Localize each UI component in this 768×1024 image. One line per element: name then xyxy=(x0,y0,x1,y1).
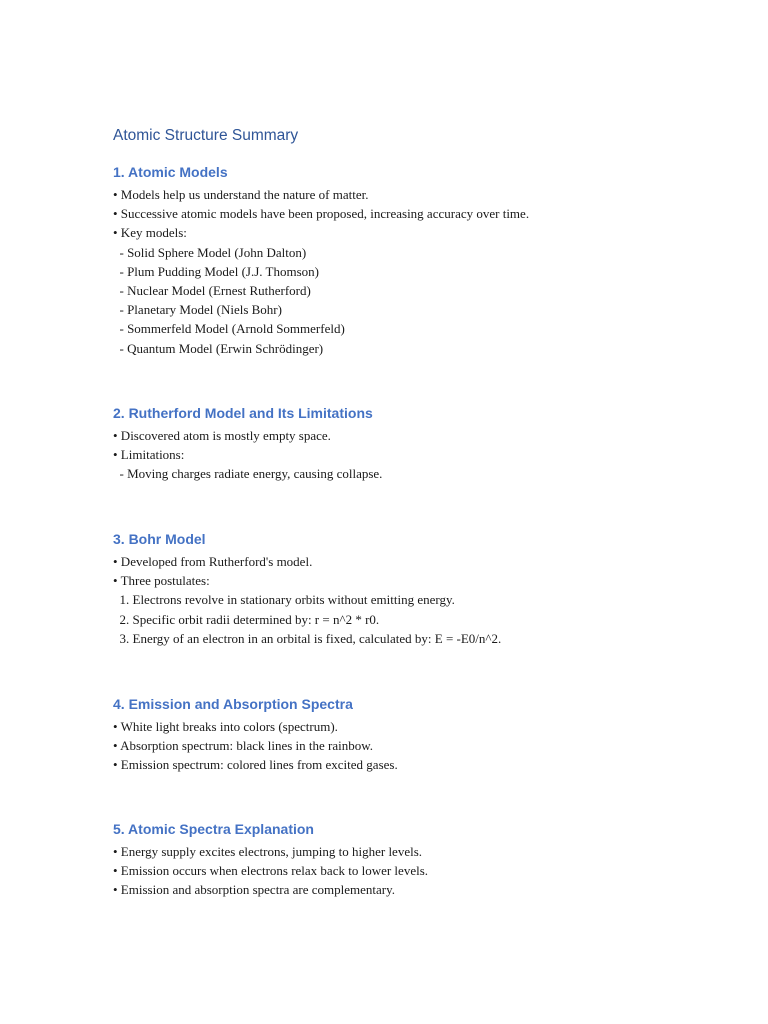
text-line: - Sommerfeld Model (Arnold Sommerfeld) xyxy=(113,321,345,337)
text-line: • Three postulates: xyxy=(113,573,210,589)
section-heading: 3. Bohr Model xyxy=(113,531,206,547)
section-lines xyxy=(113,185,713,358)
text-line: • Emission and absorption spectra are complementary. xyxy=(113,882,396,898)
section-1 xyxy=(113,163,713,358)
text-line: • Energy supply excites electrons, jumping to higher levels. xyxy=(113,844,423,859)
section-3 xyxy=(113,530,713,648)
section-2 xyxy=(113,404,713,484)
text-line: - Planetary Model (Niels Bohr) xyxy=(113,302,282,318)
text-line: - Quantum Model (Erwin Schrödinger) xyxy=(113,340,324,356)
section-heading: 5. Atomic Spectra Explanation xyxy=(113,821,314,837)
text-line: • Key models: xyxy=(113,225,187,241)
section-lines xyxy=(113,717,713,775)
text-line: 3. Energy of an electron in an orbital is fixed, calculated by: E = -E0/n^2. xyxy=(113,630,502,646)
text-line: - Solid Sphere Model (John Dalton) xyxy=(113,244,307,260)
text-line: • Emission occurs when electrons relax back to lower levels. xyxy=(113,863,429,879)
section-4 xyxy=(113,695,713,775)
text-line: - Nuclear Model (Ernest Rutherford) xyxy=(113,282,311,298)
text-line: • White light breaks into colors (spectrum). xyxy=(113,719,338,734)
section-5 xyxy=(113,820,713,900)
section-heading: 1. Atomic Models xyxy=(113,164,228,180)
text-line: - Plum Pudding Model (J.J. Thomson) xyxy=(113,263,319,279)
text-line: • Discovered atom is mostly empty space. xyxy=(113,428,331,443)
section-heading: 4. Emission and Absorption Spectra xyxy=(113,696,353,712)
text-line: • Developed from Rutherford's model. xyxy=(113,554,313,569)
section-lines xyxy=(113,842,713,900)
text-line: • Absorption spectrum: black lines in the rainbow. xyxy=(113,738,374,754)
document-title: Atomic Structure Summary xyxy=(113,127,299,144)
text-line: • Emission spectrum: colored lines from excited gases. xyxy=(113,757,398,773)
text-line: • Models help us understand the nature of matter. xyxy=(113,187,369,202)
text-line: • Successive atomic models have been proposed, increasing accuracy over time. xyxy=(113,206,530,222)
text-line: 1. Electrons revolve in stationary orbits without emitting energy. xyxy=(113,592,455,608)
section-heading: 2. Rutherford Model and Its Limitations xyxy=(113,405,373,421)
text-line: • Limitations: xyxy=(113,447,185,463)
text-line: 2. Specific orbit radii determined by: r = n^2 * r0. xyxy=(113,611,380,627)
text-line: - Moving charges radiate energy, causing collapse. xyxy=(113,466,383,482)
section-lines xyxy=(113,426,713,484)
section-lines xyxy=(113,552,713,648)
document-page xyxy=(113,126,713,898)
